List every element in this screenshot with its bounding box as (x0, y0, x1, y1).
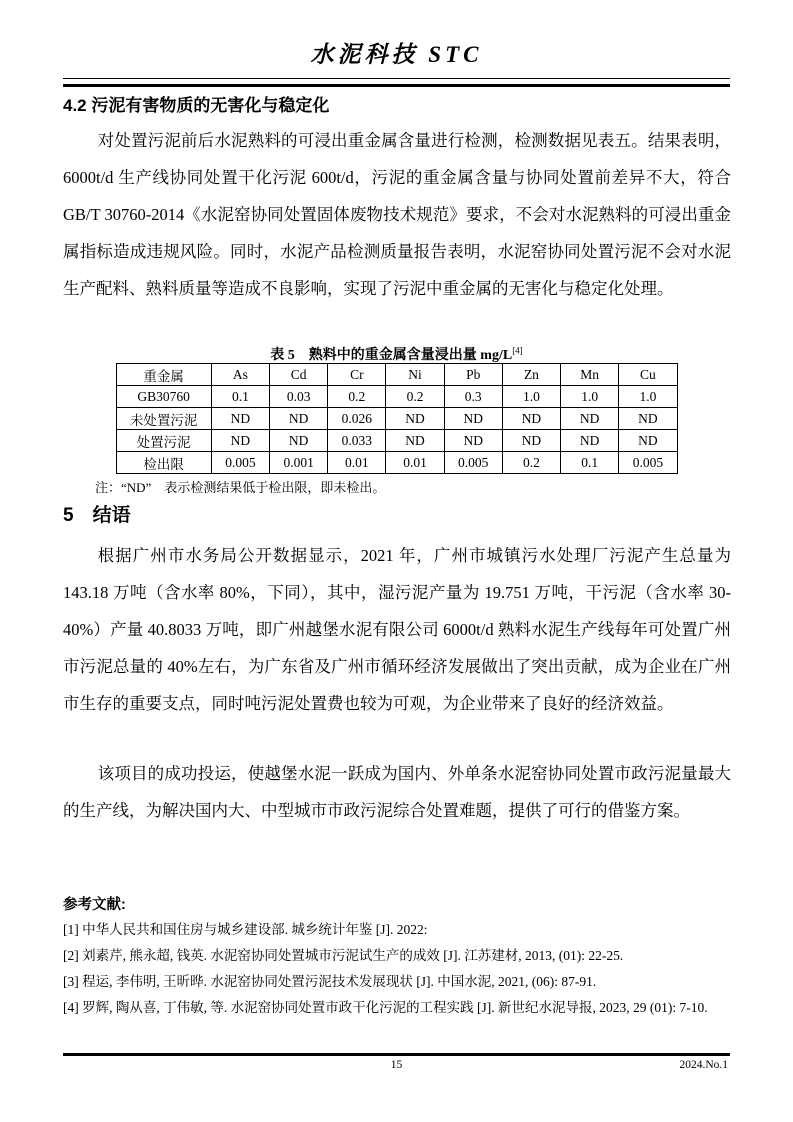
table-header-cell: Ni (386, 364, 444, 386)
table-cell: 0.01 (328, 452, 386, 474)
table-header-cell: Zn (502, 364, 560, 386)
table-cell: 0.005 (619, 452, 677, 474)
table-cell: ND (561, 408, 619, 430)
table-row (116, 452, 677, 474)
table-5-caption-text: 表 5 熟料中的重金属含量浸出量 mg/L (270, 348, 513, 363)
table-cell: 1.0 (561, 386, 619, 408)
footer-bar (63, 1059, 730, 1075)
section-4-2-paragraph: 对处置污泥前后水泥熟料的可浸出重金属含量进行检测，检测数据见表五。结果表明，6000t/d 生产线协同处置干化污泥 600t/d，污泥的重金属含量与协同处置前差异不大，符合 GB/T 30760-2014《水泥窑协同处置固体废物技术规范》要求，不会对水泥熟料的可浸出重金属指标造成违规风险。同时，水泥产品检测质量报告表明，水泥窑协同处置污泥不会对水泥生产配料、熟料质量等造成不良影响，实现了污泥中重金属的无害化与稳定化处理。 (63, 131, 731, 298)
table-cell: ND (502, 408, 560, 430)
table-cell: ND (561, 430, 619, 452)
table-cell: 0.005 (444, 452, 502, 474)
table-cell: 0.001 (270, 452, 328, 474)
table-cell: 0.005 (211, 452, 269, 474)
table-5-caption-citation: [4] (512, 345, 523, 356)
section-5-paragraph-2: 该项目的成功投运，使越堡水泥一跃成为国内、外单条水泥窑协同处置市政污泥量最大的生产线，为解决国内大、中型城市市政污泥综合处置难题，提供了可行的借鉴方案。 (63, 764, 731, 820)
table-cell: ND (386, 408, 444, 430)
table-cell: ND (619, 430, 677, 452)
table-row (116, 430, 677, 452)
reference-item: [4] 罗辉, 陶从喜, 丁伟敏, 等. 水泥窑协同处置市政干化污泥的工程实践 [J]. 新世纪水泥导报, 2023, 29 (01): 7-10. (63, 1000, 708, 1015)
journal-title: 水泥科技 STC (310, 42, 483, 67)
reference-item: [1] 中华人民共和国住房与城乡建设部. 城乡统计年鉴 [J]. 2022: (63, 922, 428, 937)
table-header-cell: Cd (270, 364, 328, 386)
header-rule-thick (63, 84, 730, 87)
table-row (116, 408, 677, 430)
table-cell: 0.1 (211, 386, 269, 408)
table-header-cell: As (211, 364, 269, 386)
table-cell: ND (270, 430, 328, 452)
reference-item: [2] 刘素芹, 熊永超, 钱英. 水泥窑协同处置城市污泥试生产的成效 [J]. 江苏建材, 2013, (01): 22-25. (63, 948, 624, 963)
page-number: 15 (390, 1059, 403, 1071)
issue-label: 2024.No.1 (679, 1059, 728, 1071)
table-row-label: 检出限 (116, 452, 211, 474)
leachate-table (116, 363, 678, 474)
table-header-row (116, 364, 677, 386)
table-cell: 0.03 (270, 386, 328, 408)
table-cell: ND (211, 430, 269, 452)
footer-rule (63, 1053, 730, 1056)
table-cell: 0.2 (328, 386, 386, 408)
table-cell: 0.033 (328, 430, 386, 452)
table-cell: ND (444, 430, 502, 452)
table-5-container (63, 363, 730, 474)
references-list (63, 917, 731, 1021)
section-5-heading: 5 结语 (63, 505, 131, 526)
table-cell: ND (444, 408, 502, 430)
table-header-cell: 重金属 (116, 364, 211, 386)
reference-item: [3] 程运, 李伟明, 王昕晔. 水泥窑协同处置污泥技术发展现状 [J]. 中国水泥, 2021, (06): 87-91. (63, 974, 597, 989)
table-5-note: 注：“ND” 表示检测结果低于检出限，即未检出。 (95, 480, 386, 495)
table-header-cell: Mn (561, 364, 619, 386)
table-cell: 1.0 (619, 386, 677, 408)
table-cell: ND (502, 430, 560, 452)
table-header-cell: Cu (619, 364, 677, 386)
table-cell: 0.2 (502, 452, 560, 474)
table-5-caption (63, 344, 730, 364)
section-5-paragraph-1: 根据广州市水务局公开数据显示，2021 年，广州市城镇污水处理厂污泥产生总量为 143.18 万吨（含水率 80%，下同），其中，湿污泥产量为 19.751 万吨，干污泥（含水率 30-40%）产量 40.8033 万吨，即广州越堡水泥有限公司 6000t/d 熟料水泥生产线每年可处置广州市污泥总量的 40%左右，为广东省及广州市循环经济发展做出了突出贡献，成为企业在广州市生存的重要支点，同时吨污泥处置费也较为可观，为企业带来了良好的经济效益。 (63, 546, 731, 713)
table-header-cell: Pb (444, 364, 502, 386)
section-4-2-heading: 4.2 污泥有害物质的无害化与稳定化 (63, 96, 330, 115)
table-row-label: 未处置污泥 (116, 408, 211, 430)
table-cell: 0.1 (561, 452, 619, 474)
table-row (116, 386, 677, 408)
header-rule-thin (63, 78, 730, 79)
table-row-label: 处置污泥 (116, 430, 211, 452)
table-cell: ND (211, 408, 269, 430)
table-header-cell: Cr (328, 364, 386, 386)
table-cell: 1.0 (502, 386, 560, 408)
table-cell: 0.2 (386, 386, 444, 408)
table-row-label: GB30760 (116, 386, 211, 408)
leachate-table-head (116, 364, 677, 386)
references-heading: 参考文献: (63, 897, 126, 913)
table-cell: ND (386, 430, 444, 452)
table-cell: 0.01 (386, 452, 444, 474)
table-cell: 0.026 (328, 408, 386, 430)
table-cell: ND (619, 408, 677, 430)
table-cell: 0.3 (444, 386, 502, 408)
table-cell: ND (270, 408, 328, 430)
leachate-table-body (116, 386, 677, 474)
